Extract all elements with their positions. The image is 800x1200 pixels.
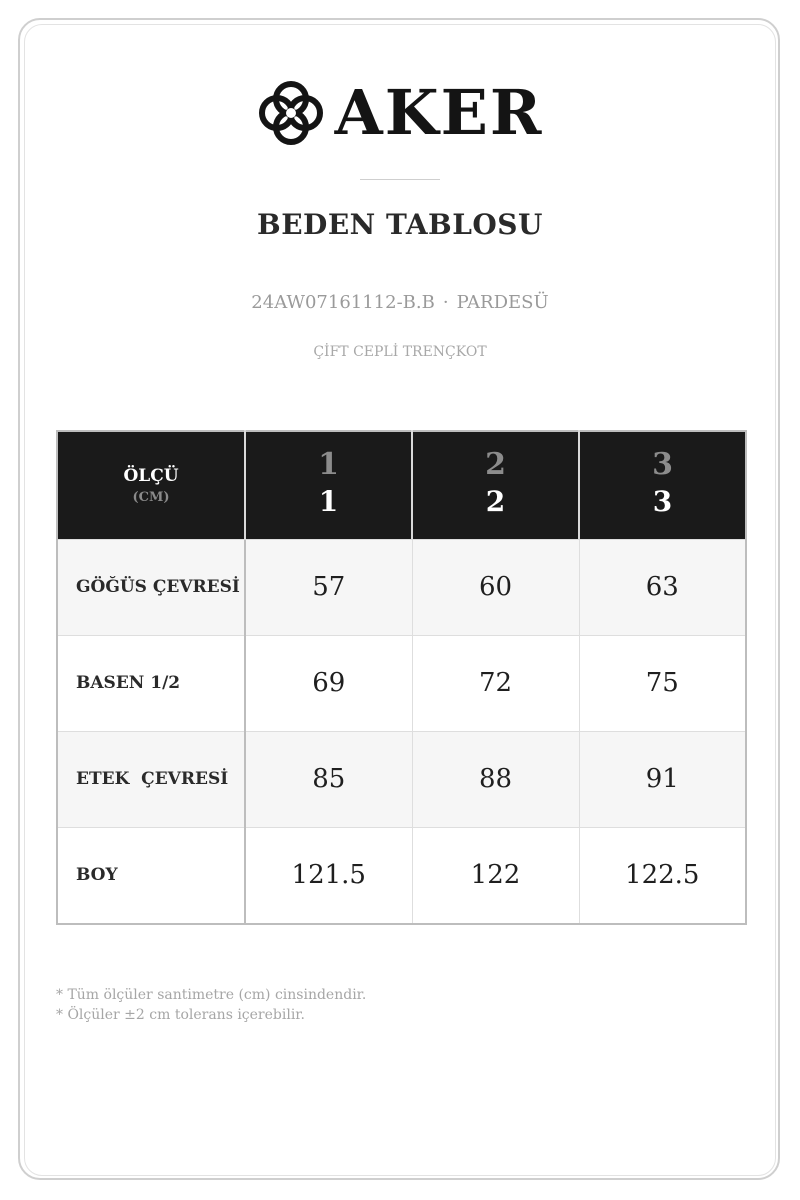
measure-header-label: ÖLÇÜ [123,465,179,486]
size-header-1 [245,431,412,539]
size-header-bottom: 3 [652,485,673,519]
table-row-hem [57,731,746,827]
table-cell: 122 [412,827,579,924]
table-cell: 75 [579,635,746,731]
table-cell: 69 [245,635,412,731]
size-header-top: 2 [485,447,506,483]
table-cell: 85 [245,731,412,827]
table-cell: 72 [412,635,579,731]
product-description: ÇİFT CEPLİ TRENÇKOT [313,344,487,360]
size-table [56,430,747,925]
table-cell: 91 [579,731,746,827]
table-cell: 63 [579,539,746,635]
size-header-2 [412,431,579,539]
table-cell: 60 [412,539,579,635]
knot-emblem-icon [257,79,325,147]
size-header-top: 3 [652,447,673,483]
size-header-3 [579,431,746,539]
measure-header-unit: (CM) [132,489,170,505]
footnote: * Ölçüler ±2 cm tolerans içerebilir. [56,1007,305,1023]
product-code: 24AW07161112-B.B [251,292,435,313]
brand-name: AKER [334,76,544,149]
measure-header [57,431,245,539]
table-cell: 88 [412,731,579,827]
table-row-hip [57,635,746,731]
size-header-bottom: 2 [485,485,506,519]
table-row-length [57,827,746,924]
table-row-chest [57,539,746,635]
size-header-top: 1 [318,447,339,483]
product-line [0,292,800,313]
footnote: * Tüm ölçüler santimetre (cm) cinsindendir. [56,987,367,1003]
table-cell: 57 [245,539,412,635]
product-category: PARDESÜ [456,292,549,313]
table-cell: 122.5 [579,827,746,924]
row-label: BASEN 1/2 [57,635,245,731]
page-title: BEDEN TABLOSU [257,208,543,241]
size-header-bottom: 1 [318,485,339,519]
size-table-header-row [57,431,746,539]
footnotes [56,985,366,1025]
row-label: ETEK ÇEVRESİ [57,731,245,827]
table-cell: 121.5 [245,827,412,924]
brand-logo [0,78,800,148]
row-label: GÖĞÜS ÇEVRESİ [57,539,245,635]
title-divider [360,179,440,180]
row-label: BOY [57,827,245,924]
product-separator: · [442,292,449,313]
